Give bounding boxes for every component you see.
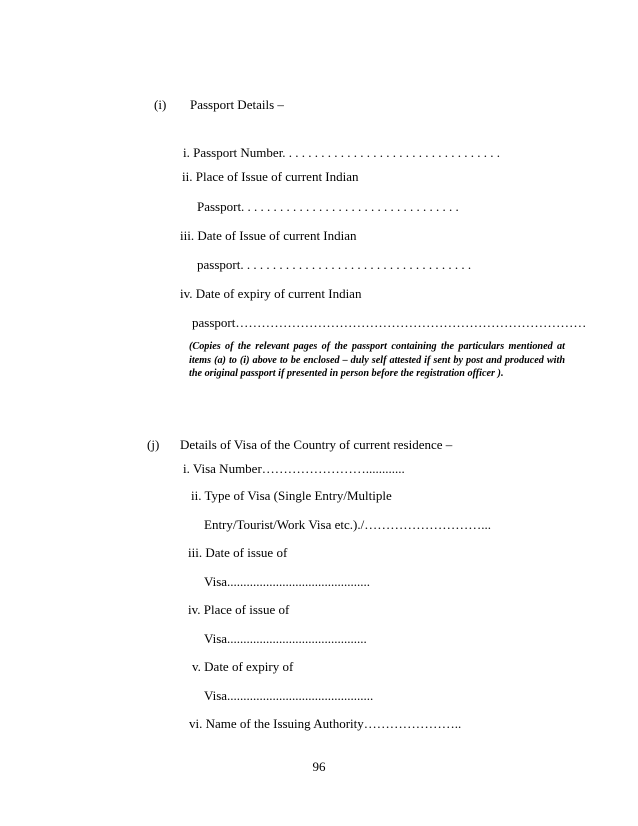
- visa-type-label: ii. Type of Visa (Single Entry/Multiple: [191, 488, 392, 503]
- page-number: 96: [312, 759, 326, 774]
- passport-number-field: i. Passport Number. . . . . . . . . . . . . . . . . . . . . . . . . . . . . . . . . .: [183, 145, 501, 160]
- visa-issue-date-field: Visa............................................: [204, 574, 371, 589]
- passport-expiry-field: passport………………………………………………………………………: [192, 315, 587, 330]
- passport-place-label: ii. Place of Issue of current Indian: [182, 169, 359, 184]
- passport-expiry-label: iv. Date of expiry of current Indian: [180, 286, 362, 301]
- visa-type-field: Entry/Tourist/Work Visa etc.)./………………………...: [204, 517, 491, 532]
- passport-marker: (i): [154, 97, 167, 112]
- visa-expiry-field: Visa.............................................: [204, 688, 374, 703]
- passport-issue-date-field: passport. . . . . . . . . . . . . . . . . . . . . . . . . . . . . . . . . . . .: [197, 257, 472, 272]
- visa-marker: (j): [147, 437, 160, 452]
- passport-place-field: Passport. . . . . . . . . . . . . . . . . . . . . . . . . . . . . . . . . .: [197, 199, 459, 214]
- passport-heading: Passport Details –: [190, 97, 284, 112]
- visa-issue-date-label: iii. Date of issue of: [188, 545, 288, 560]
- passport-copies-note: [189, 340, 565, 381]
- visa-authority-field: vi. Name of the Issuing Authority…………………..: [189, 716, 462, 731]
- visa-heading: Details of Visa of the Country of current residence –: [180, 437, 453, 452]
- visa-expiry-label: v. Date of expiry of: [192, 659, 294, 674]
- visa-issue-place-field: Visa...........................................: [204, 631, 367, 646]
- visa-issue-place-label: iv. Place of issue of: [188, 602, 290, 617]
- visa-number-field: i. Visa Number……………………............: [183, 461, 405, 476]
- passport-copies-note-text: (Copies of the relevant pages of the passport containing the particulars mentioned at items (a) to (i) above to be enclosed – duly self attested if sent by post and produced with the original passport if presented in person before the registration officer ).: [189, 341, 565, 379]
- passport-issue-date-label: iii. Date of Issue of current Indian: [180, 228, 357, 243]
